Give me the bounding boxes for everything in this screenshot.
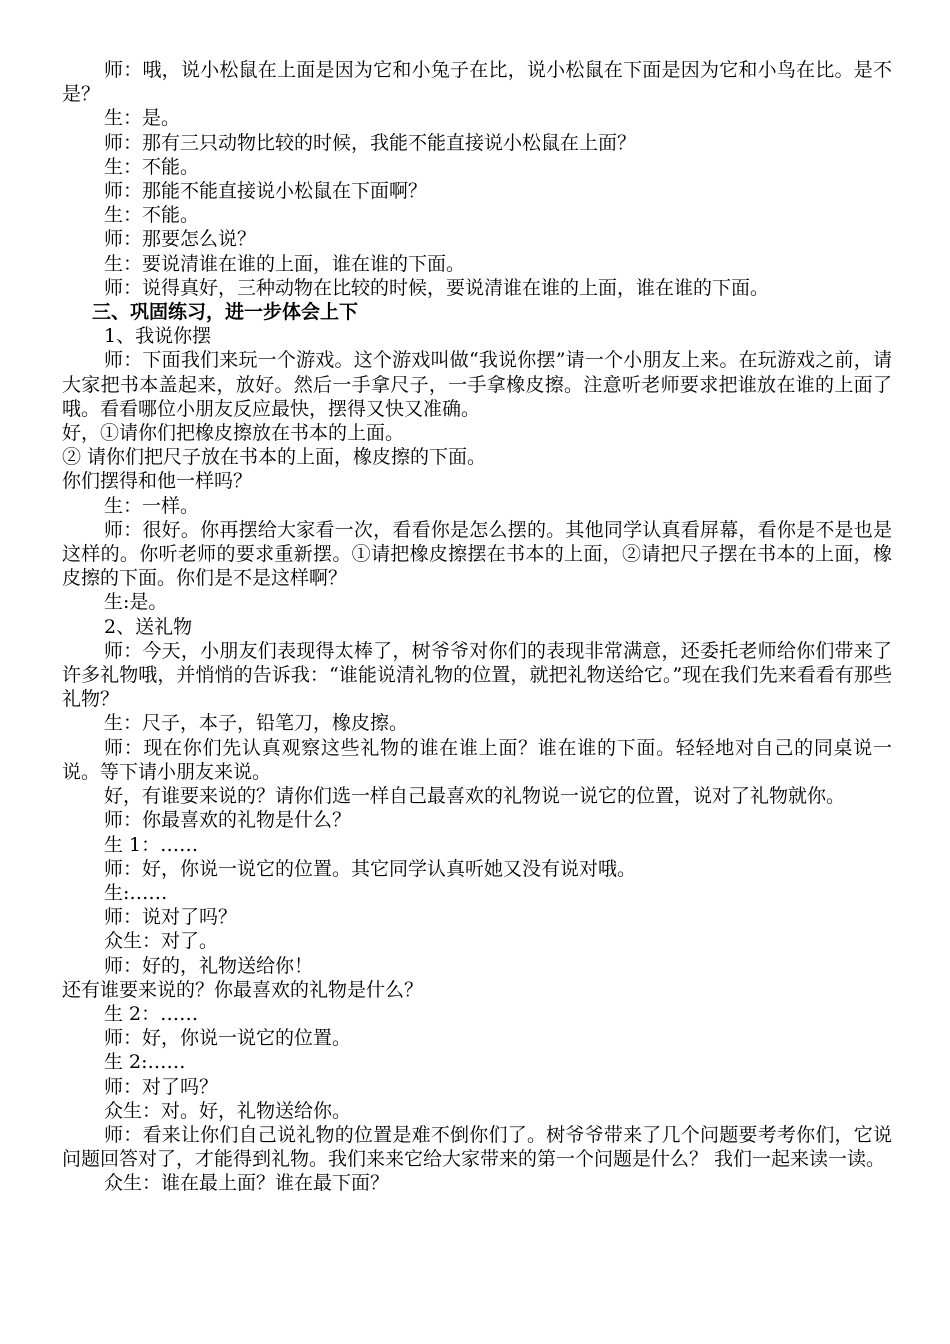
paragraph: ② 请你们把尺子放在书本的上面，橡皮擦的下面。 (62, 446, 487, 469)
paragraph: 师：好，你说一说它的位置。 (104, 1027, 352, 1050)
paragraph: 师：哦，说小松鼠在上面是因为它和小兔子在比，说小松鼠在下面是因为它和小鸟在比。是不是？ (62, 59, 892, 106)
paragraph: 师：那要怎么说？ (104, 228, 257, 251)
paragraph: 师：好的，礼物送给你！ (104, 954, 314, 977)
paragraph: 师：那能不能直接说小松鼠在下面啊？ (104, 180, 428, 203)
paragraph: 2、送礼物 (104, 615, 193, 638)
paragraph: 师：很好。你再摆给大家看一次，看看你是怎么摆的。其他同学认真看屏幕，看你是不是也是这样的。你听老师的要求重新摆。①请把橡皮擦摆在书本的上面，②请把尺子摆在书本的上面，橡皮擦的下面。你们是不是这样啊？ (62, 518, 892, 590)
paragraph: 师：说得真好，三种动物在比较的时候，要说清谁在谁的上面，谁在谁的下面。 (104, 276, 770, 299)
paragraph: 你们摆得和他一样吗？ (62, 470, 253, 493)
paragraph: 还有谁要来说的？你最喜欢的礼物是什么？ (62, 978, 424, 1001)
paragraph: 师：说对了吗？ (104, 906, 238, 929)
paragraph: 师：对了吗？ (104, 1075, 219, 1098)
paragraph: 好，①请你们把橡皮擦放在书本的上面。 (62, 422, 405, 445)
paragraph: 师：今天，小朋友们表现得太棒了，树爷爷对你们的表现非常满意，还委托老师给你们带来了许多礼物哦，并悄悄的告诉我：“谁能说清礼物的位置，就把礼物送给它。”现在我们先来看看有那些礼物？ (62, 639, 892, 711)
section-heading: 三、巩固练习，进一步体会上下 (92, 301, 359, 324)
paragraph: 生：不能。 (104, 155, 200, 178)
paragraph: 师：你最喜欢的礼物是什么？ (104, 809, 352, 832)
paragraph: 师：看来让你们自己说礼物的位置是难不倒你们了。树爷爷带来了几个问题要考考你们，它说问题回答对了，才能得到礼物。我们来来它给大家带来的第一个问题是什么？ 我们一起来读一读。 (62, 1123, 892, 1171)
paragraph: 师：那有三只动物比较的时候，我能不能直接说小松鼠在上面？ (104, 131, 637, 154)
paragraph: 生：是。 (104, 107, 181, 130)
paragraph: 生 1：…… (104, 833, 199, 856)
paragraph: 师：下面我们来玩一个游戏。这个游戏叫做“我说你摆”请一个小朋友上来。在玩游戏之前，请大家把书本盖起来，放好。然后一手拿尺子，一手拿橡皮擦。注意听老师要求把谁放在谁的上面了哦。看看哪位小朋友反应最快，摆得又快又准确。 (62, 349, 892, 420)
paragraph: 众生：对了。 (104, 930, 219, 953)
paragraph: 生:…… (104, 881, 168, 904)
paragraph: 生：不能。 (104, 204, 200, 227)
paragraph: 1、我说你摆 (104, 325, 212, 348)
paragraph: 生 2:…… (104, 1051, 186, 1074)
paragraph: 生:是。 (104, 591, 168, 614)
paragraph: 众生：对。好，礼物送给你。 (104, 1099, 352, 1122)
paragraph: 生：一样。 (104, 494, 200, 517)
document-page (62, 58, 892, 1196)
paragraph: 好，有谁要来说的？请你们选一样自己最喜欢的礼物说一说它的位置，说对了礼物就你。 (104, 785, 846, 808)
paragraph: 师：好，你说一说它的位置。其它同学认真听她又没有说对哦。 (104, 857, 637, 880)
paragraph: 生：要说清谁在谁的上面，谁在谁的下面。 (104, 252, 466, 275)
paragraph: 众生：谁在最上面？谁在最下面？ (104, 1172, 390, 1195)
paragraph: 生：尺子，本子，铅笔刀，橡皮擦。 (104, 712, 409, 735)
paragraph: 生 2：…… (104, 1002, 199, 1025)
paragraph: 师：现在你们先认真观察这些礼物的谁在谁上面？谁在谁的下面。轻轻地对自己的同桌说一说。等下请小朋友来说。 (62, 736, 892, 783)
